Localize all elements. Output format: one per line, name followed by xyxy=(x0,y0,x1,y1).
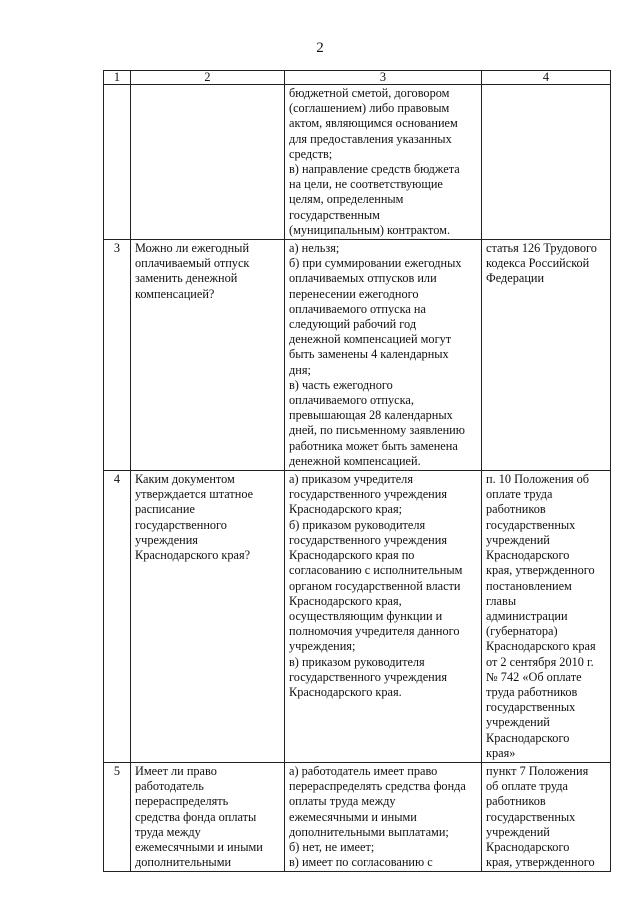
header-cell-4: 4 xyxy=(482,71,611,85)
text-line: компенсацией? xyxy=(135,286,215,301)
header-cell-2: 2 xyxy=(131,71,285,85)
text-line: работодатель xyxy=(135,779,204,794)
text-line: органом государственной власти xyxy=(289,578,461,593)
table-row xyxy=(104,85,611,240)
text-line: в) приказом руководителя xyxy=(289,654,425,669)
text-line: Краснодарского края, xyxy=(289,593,402,608)
row-number-cell xyxy=(104,85,131,240)
question-cell xyxy=(131,85,285,240)
text-line: оплачиваемого отпуска на xyxy=(289,301,426,316)
answer-cell xyxy=(285,85,482,240)
text-line: полномочия учредителя данного xyxy=(289,624,460,639)
text-line: Краснодарского края xyxy=(486,639,596,654)
text-line: Краснодарского xyxy=(486,730,570,745)
answer-cell xyxy=(285,240,482,471)
text-line: б) при суммировании ежегодных xyxy=(289,256,462,271)
text-line: (губернатора) xyxy=(486,624,558,639)
text-line: заменить денежной xyxy=(135,271,238,286)
row-number-cell: 5 xyxy=(104,762,131,871)
text-line: края, утвержденного xyxy=(486,563,595,578)
question-cell xyxy=(131,240,285,471)
text-line: для предоставления указанных xyxy=(289,131,452,146)
text-line: бюджетной сметой, договором xyxy=(289,86,450,100)
text-line: утверждается штатное xyxy=(135,487,254,502)
answer-cell xyxy=(285,471,482,763)
text-line: учреждения xyxy=(135,532,198,547)
text-line: государственного xyxy=(135,517,227,532)
text-line: расписание xyxy=(135,502,195,517)
questions-table xyxy=(103,70,611,872)
text-line: п. 10 Положения об xyxy=(486,472,590,487)
page-number: 2 xyxy=(316,40,324,56)
text-line: оплате труда xyxy=(486,487,553,502)
source-cell xyxy=(482,240,611,471)
text-line: перераспределять xyxy=(135,794,229,809)
text-line: целям, определенным xyxy=(289,192,404,207)
text-line: государственных xyxy=(486,517,576,532)
text-line: средств; xyxy=(289,146,333,161)
text-line: Можно ли ежегодный xyxy=(135,241,250,256)
text-line: главы xyxy=(486,593,517,608)
text-line: статья 126 Трудового xyxy=(486,241,597,256)
text-line: государственного учреждения xyxy=(289,487,447,502)
text-line: администрации xyxy=(486,608,568,623)
text-line: денежной компенсацией могут xyxy=(289,332,452,347)
text-line: дня; xyxy=(289,362,311,377)
text-line: осуществляющим функции и xyxy=(289,608,443,623)
row-number-cell: 4 xyxy=(104,471,131,763)
text-line: б) приказом руководителя xyxy=(289,517,426,532)
text-line: от 2 сентября 2010 г. xyxy=(486,654,594,669)
text-line: а) приказом учредителя xyxy=(289,472,413,487)
text-line: быть заменены 4 календарных xyxy=(289,347,449,362)
source-cell xyxy=(482,762,611,871)
text-line: об оплате труда xyxy=(486,779,568,794)
text-line: актом, являющимся основанием xyxy=(289,116,458,131)
text-line: учреждений xyxy=(486,824,550,839)
text-line: в) направление средств бюджета xyxy=(289,162,460,177)
table-header-row xyxy=(104,71,611,85)
text-line: оплаты труда между xyxy=(289,794,396,809)
header-cell-3: 3 xyxy=(285,71,482,85)
text-line: учреждения; xyxy=(289,639,356,654)
text-line: оплачиваемого отпуска, xyxy=(289,393,414,408)
text-line: Краснодарского xyxy=(486,548,570,563)
text-line: края» xyxy=(486,745,516,760)
text-line: края, утвержденного xyxy=(486,855,595,870)
text-line: Краснодарского края; xyxy=(289,502,403,517)
text-line: работников xyxy=(486,794,546,809)
text-line: постановлением xyxy=(486,578,572,593)
text-line: оплачиваемый отпуск xyxy=(135,256,250,271)
text-line: а) нельзя; xyxy=(289,241,340,256)
text-line: в) имеет по согласованию с xyxy=(289,855,433,870)
text-line: труда работников xyxy=(486,684,578,699)
text-line: средства фонда оплаты xyxy=(135,809,257,824)
text-line: государственных xyxy=(486,809,576,824)
text-line: перенесении ежегодного xyxy=(289,286,419,301)
text-line: Каким документом xyxy=(135,472,235,487)
text-line: (соглашением) либо правовым xyxy=(289,101,450,116)
text-line: денежной компенсацией. xyxy=(289,453,421,468)
text-line: труда между xyxy=(135,824,201,839)
text-line: б) нет, не имеет; xyxy=(289,839,375,854)
text-line: дней, по письменному заявлению xyxy=(289,423,465,438)
text-line: учреждений xyxy=(486,532,550,547)
question-cell xyxy=(131,471,285,763)
text-line: государственных xyxy=(486,700,576,715)
source-cell xyxy=(482,85,611,240)
text-line: оплачиваемых отпусков или xyxy=(289,271,437,286)
row-number-cell: 3 xyxy=(104,240,131,471)
text-line: превышающая 28 календарных xyxy=(289,408,453,423)
text-line: следующий рабочий год xyxy=(289,317,417,332)
text-line: кодекса Российской xyxy=(486,256,590,271)
text-line: дополнительными xyxy=(135,855,232,870)
text-line: (муниципальным) контрактом. xyxy=(289,222,451,237)
text-line: на цели, не соответствующие xyxy=(289,177,443,192)
table-row xyxy=(104,240,611,471)
text-line: Федерации xyxy=(486,271,545,286)
table-row xyxy=(104,762,611,871)
text-line: работника может быть заменена xyxy=(289,438,458,453)
text-line: государственного учреждения xyxy=(289,669,447,684)
text-line: пункт 7 Положения xyxy=(486,763,589,778)
text-line: дополнительными выплатами; xyxy=(289,824,449,839)
text-line: Краснодарского края? xyxy=(135,548,251,563)
question-cell xyxy=(131,762,285,871)
text-line: государственного учреждения xyxy=(289,532,447,547)
text-line: работников xyxy=(486,502,546,517)
text-line: Краснодарского края. xyxy=(289,684,402,699)
text-line: в) часть ежегодного xyxy=(289,377,393,392)
text-line: согласованию с исполнительным xyxy=(289,563,463,578)
text-line: Краснодарского xyxy=(486,839,570,854)
text-line: Краснодарского края по xyxy=(289,548,415,563)
text-line: а) работодатель имеет право xyxy=(289,763,438,778)
text-line: Имеет ли право xyxy=(135,763,217,778)
header-cell-1: 1 xyxy=(104,71,131,85)
text-line: № 742 «Об оплате xyxy=(486,669,582,684)
text-line: ежемесячными и иными xyxy=(135,839,263,854)
text-line: ежемесячными и иными xyxy=(289,809,417,824)
text-line: перераспределять средства фонда xyxy=(289,779,466,794)
answer-cell xyxy=(285,762,482,871)
table-row xyxy=(104,471,611,763)
source-cell xyxy=(482,471,611,763)
text-line: государственным xyxy=(289,207,380,222)
text-line: учреждений xyxy=(486,715,550,730)
